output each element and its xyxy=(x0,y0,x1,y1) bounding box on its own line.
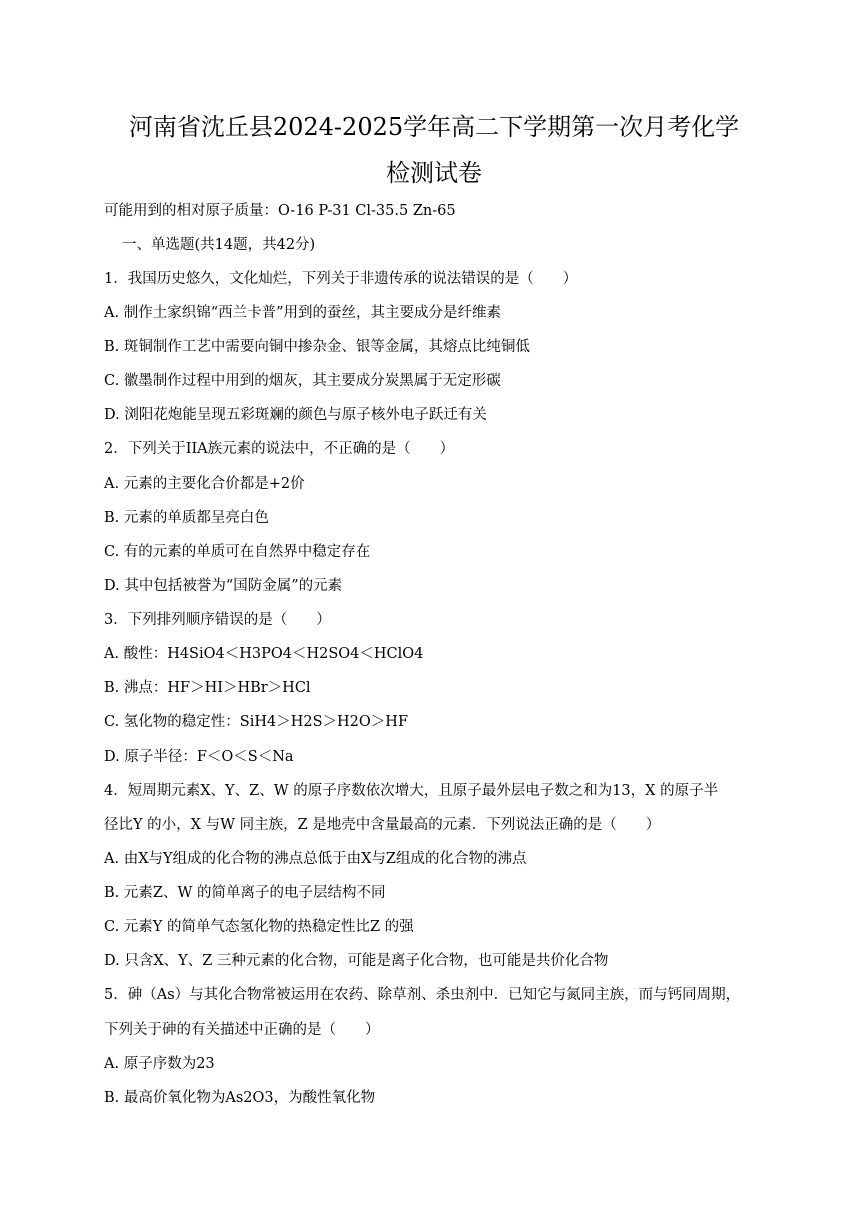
question-2-stem: 2．下列关于IIA族元素的说法中，不正确的是（ ） xyxy=(104,441,455,457)
question-4-option-d: D. 只含X、Y、Z 三种元素的化合物，可能是离子化合物，也可能是共价化合物 xyxy=(104,953,609,969)
question-1-option-b: B. 斑铜制作工艺中需要向铜中掺杂金、银等金属，其熔点比纯铜低 xyxy=(104,339,530,355)
question-3-stem: 3．下列排列顺序错误的是（ ） xyxy=(104,612,331,628)
question-3-option-d: D. 原子半径：F＜O＜S＜Na xyxy=(104,749,294,765)
question-2-option-b: B. 元素的单质都呈亮白色 xyxy=(104,510,269,526)
question-4-stem-line1: 4．短周期元素X、Y、Z、W 的原子序数依次增大，且原子最外层电子数之和为13，X 的原子半 xyxy=(104,783,719,799)
question-2-option-c: C. 有的元素的单质可在自然界中稳定存在 xyxy=(104,544,371,560)
question-2-option-d: D. 其中包括被誉为“国防金属”的元素 xyxy=(104,578,343,594)
question-4-option-b: B. 元素Z、W 的简单离子的电子层结构不同 xyxy=(104,885,386,901)
question-5-option-b: B. 最高价氧化物为As2O3，为酸性氧化物 xyxy=(104,1090,376,1106)
question-1-stem: 1．我国历史悠久，文化灿烂，下列关于非遗传承的说法错误的是（ ） xyxy=(104,271,578,287)
question-5-option-a: A. 原子序数为23 xyxy=(104,1056,215,1072)
question-3-option-a: A. 酸性：H4SiO4＜H3PO4＜H2SO4＜HClO4 xyxy=(104,646,424,662)
section-heading: 一、单选题(共14题，共42分) xyxy=(122,237,316,253)
question-5-stem-line2: 下列关于砷的有关描述中正确的是（ ） xyxy=(104,1022,380,1038)
question-1-option-d: D. 浏阳花炮能呈现五彩斑斓的颜色与原子核外电子跃迁有关 xyxy=(104,407,487,423)
question-2-option-a: A. 元素的主要化合价都是+2价 xyxy=(104,476,305,492)
atomic-masses-note: 可能用到的相对原子质量：O-16 P-31 Cl-35.5 Zn-65 xyxy=(104,203,456,219)
exam-title-line1: 河南省沈丘县2024-2025学年高二下学期第一次月考化学 xyxy=(128,113,740,141)
question-4-stem-line2: 径比Y 的小，X 与W 同主族，Z 是地壳中含量最高的元素．下列说法正确的是（ ） xyxy=(104,817,661,833)
question-4-option-a: A. 由X与Y组成的化合物的沸点总低于由X与Z组成的化合物的沸点 xyxy=(104,851,527,867)
question-1-option-c: C. 徽墨制作过程中用到的烟灰，其主要成分炭黑属于无定形碳 xyxy=(104,373,501,389)
exam-title-line2: 检测试卷 xyxy=(386,159,482,187)
question-1-option-a: A. 制作土家织锦“西兰卡普”用到的蚕丝，其主要成分是纤维素 xyxy=(104,305,502,321)
question-5-stem-line1: 5．砷（As）与其化合物常被运用在农药、除草剂、杀虫剂中．已知它与氮同主族，而与钙同周期， xyxy=(104,987,741,1003)
question-3-option-b: B. 沸点：HF＞HI＞HBr＞HCl xyxy=(104,680,311,696)
question-3-option-c: C. 氢化物的稳定性：SiH4＞H2S＞H2O＞HF xyxy=(104,714,409,730)
question-4-option-c: C. 元素Y 的简单气态氢化物的热稳定性比Z 的强 xyxy=(104,919,414,935)
